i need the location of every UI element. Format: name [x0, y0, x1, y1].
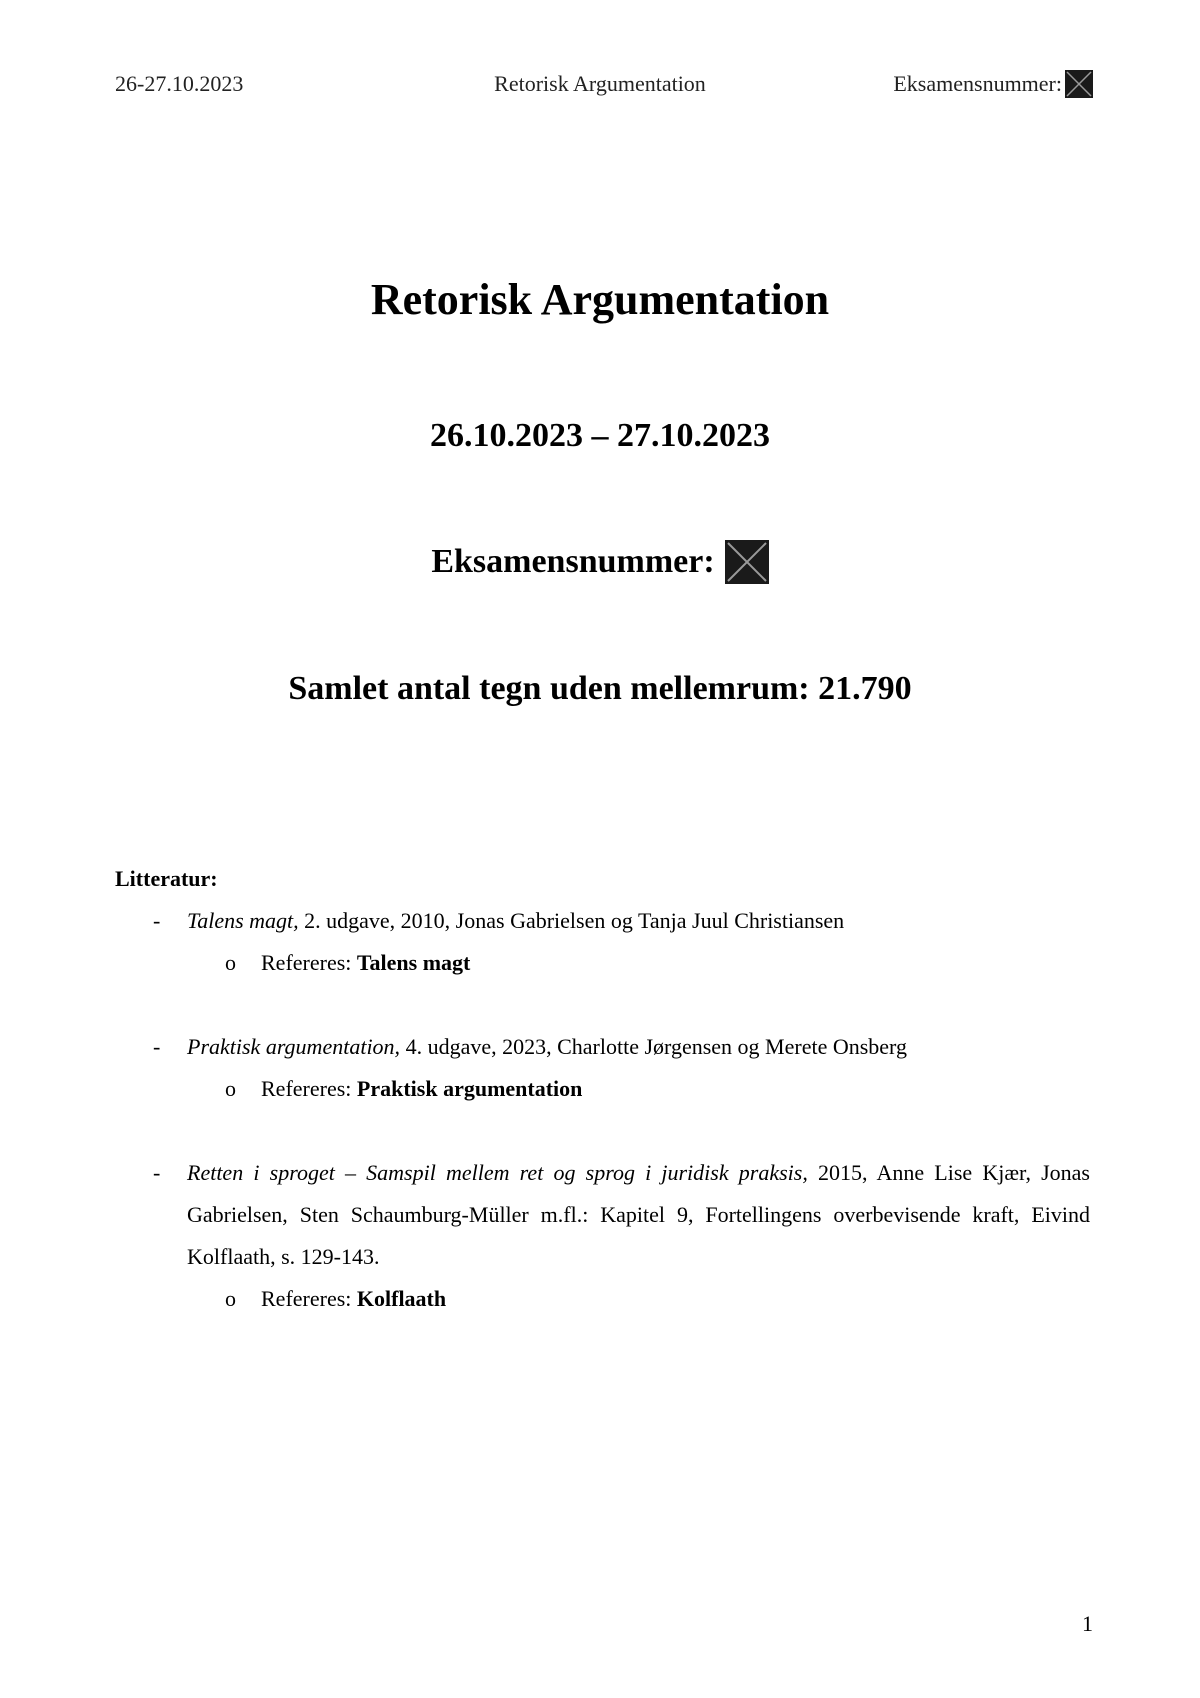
literature-entry [115, 1152, 1090, 1320]
literature-citation [187, 1152, 1090, 1278]
literature-citation [187, 900, 1090, 942]
list-dash: - [153, 1160, 161, 1185]
reference-short-name: Kolflaath [356, 1286, 447, 1311]
reference-label: Refereres: [261, 950, 357, 975]
header-course-title: Retorisk Argumentation [494, 71, 706, 96]
reference-label: Refereres: [261, 1076, 357, 1101]
redacted-exam-number-icon [1065, 70, 1093, 98]
citation-title: Talens magt, [187, 908, 299, 933]
citation-title: Retten i sproget – Samspil mellem ret og sprog i juridisk praksis, [187, 1160, 808, 1185]
literature-entry [115, 1026, 1090, 1110]
exam-number-label: Eksamensnummer: [431, 543, 715, 580]
reference-label: Refereres: [261, 1286, 357, 1311]
literature-citation [187, 1026, 1090, 1068]
header-date: 26-27.10.2023 [115, 71, 244, 96]
header-exam-number [893, 70, 1093, 98]
exam-number [0, 540, 1200, 584]
citation-details: 2015, Anne Lise Kjær, Jonas Gabrielsen, Sten Schaumburg-Müller m.fl.: Kapitel 9, Fortellingens overbevisende kraft, Eivind Kolflaath, s. 129-143. [187, 1160, 1090, 1269]
reference-short-name: Praktisk argumentation [356, 1076, 583, 1101]
header-exam-number-label: Eksamensnummer: [893, 71, 1062, 96]
redacted-exam-number-icon [725, 540, 769, 584]
literature-entry [115, 900, 1090, 984]
sub-bullet: o [225, 1076, 236, 1101]
sub-bullet: o [225, 1286, 236, 1311]
literature-heading: Litteratur: [115, 866, 218, 891]
list-dash: - [153, 908, 161, 933]
character-count: Samlet antal tegn uden mellemrum: 21.790 [288, 670, 912, 707]
page-number: 1 [1082, 1611, 1093, 1636]
reference-line [115, 942, 1090, 984]
list-dash: - [153, 1034, 161, 1059]
citation-details: 2. udgave, 2010, Jonas Gabrielsen og Tanja Juul Christiansen [298, 908, 845, 933]
citation-title: Praktisk argumentation, [187, 1034, 401, 1059]
sub-bullet: o [225, 950, 236, 975]
reference-short-name: Talens magt [356, 950, 471, 975]
literature-section [115, 858, 1090, 1320]
document-title: Retorisk Argumentation [370, 275, 830, 324]
reference-line [115, 1068, 1090, 1110]
reference-line [115, 1278, 1090, 1320]
citation-details: 4. udgave, 2023, Charlotte Jørgensen og Merete Onsberg [400, 1034, 907, 1059]
exam-dates: 26.10.2023 – 27.10.2023 [430, 417, 770, 454]
